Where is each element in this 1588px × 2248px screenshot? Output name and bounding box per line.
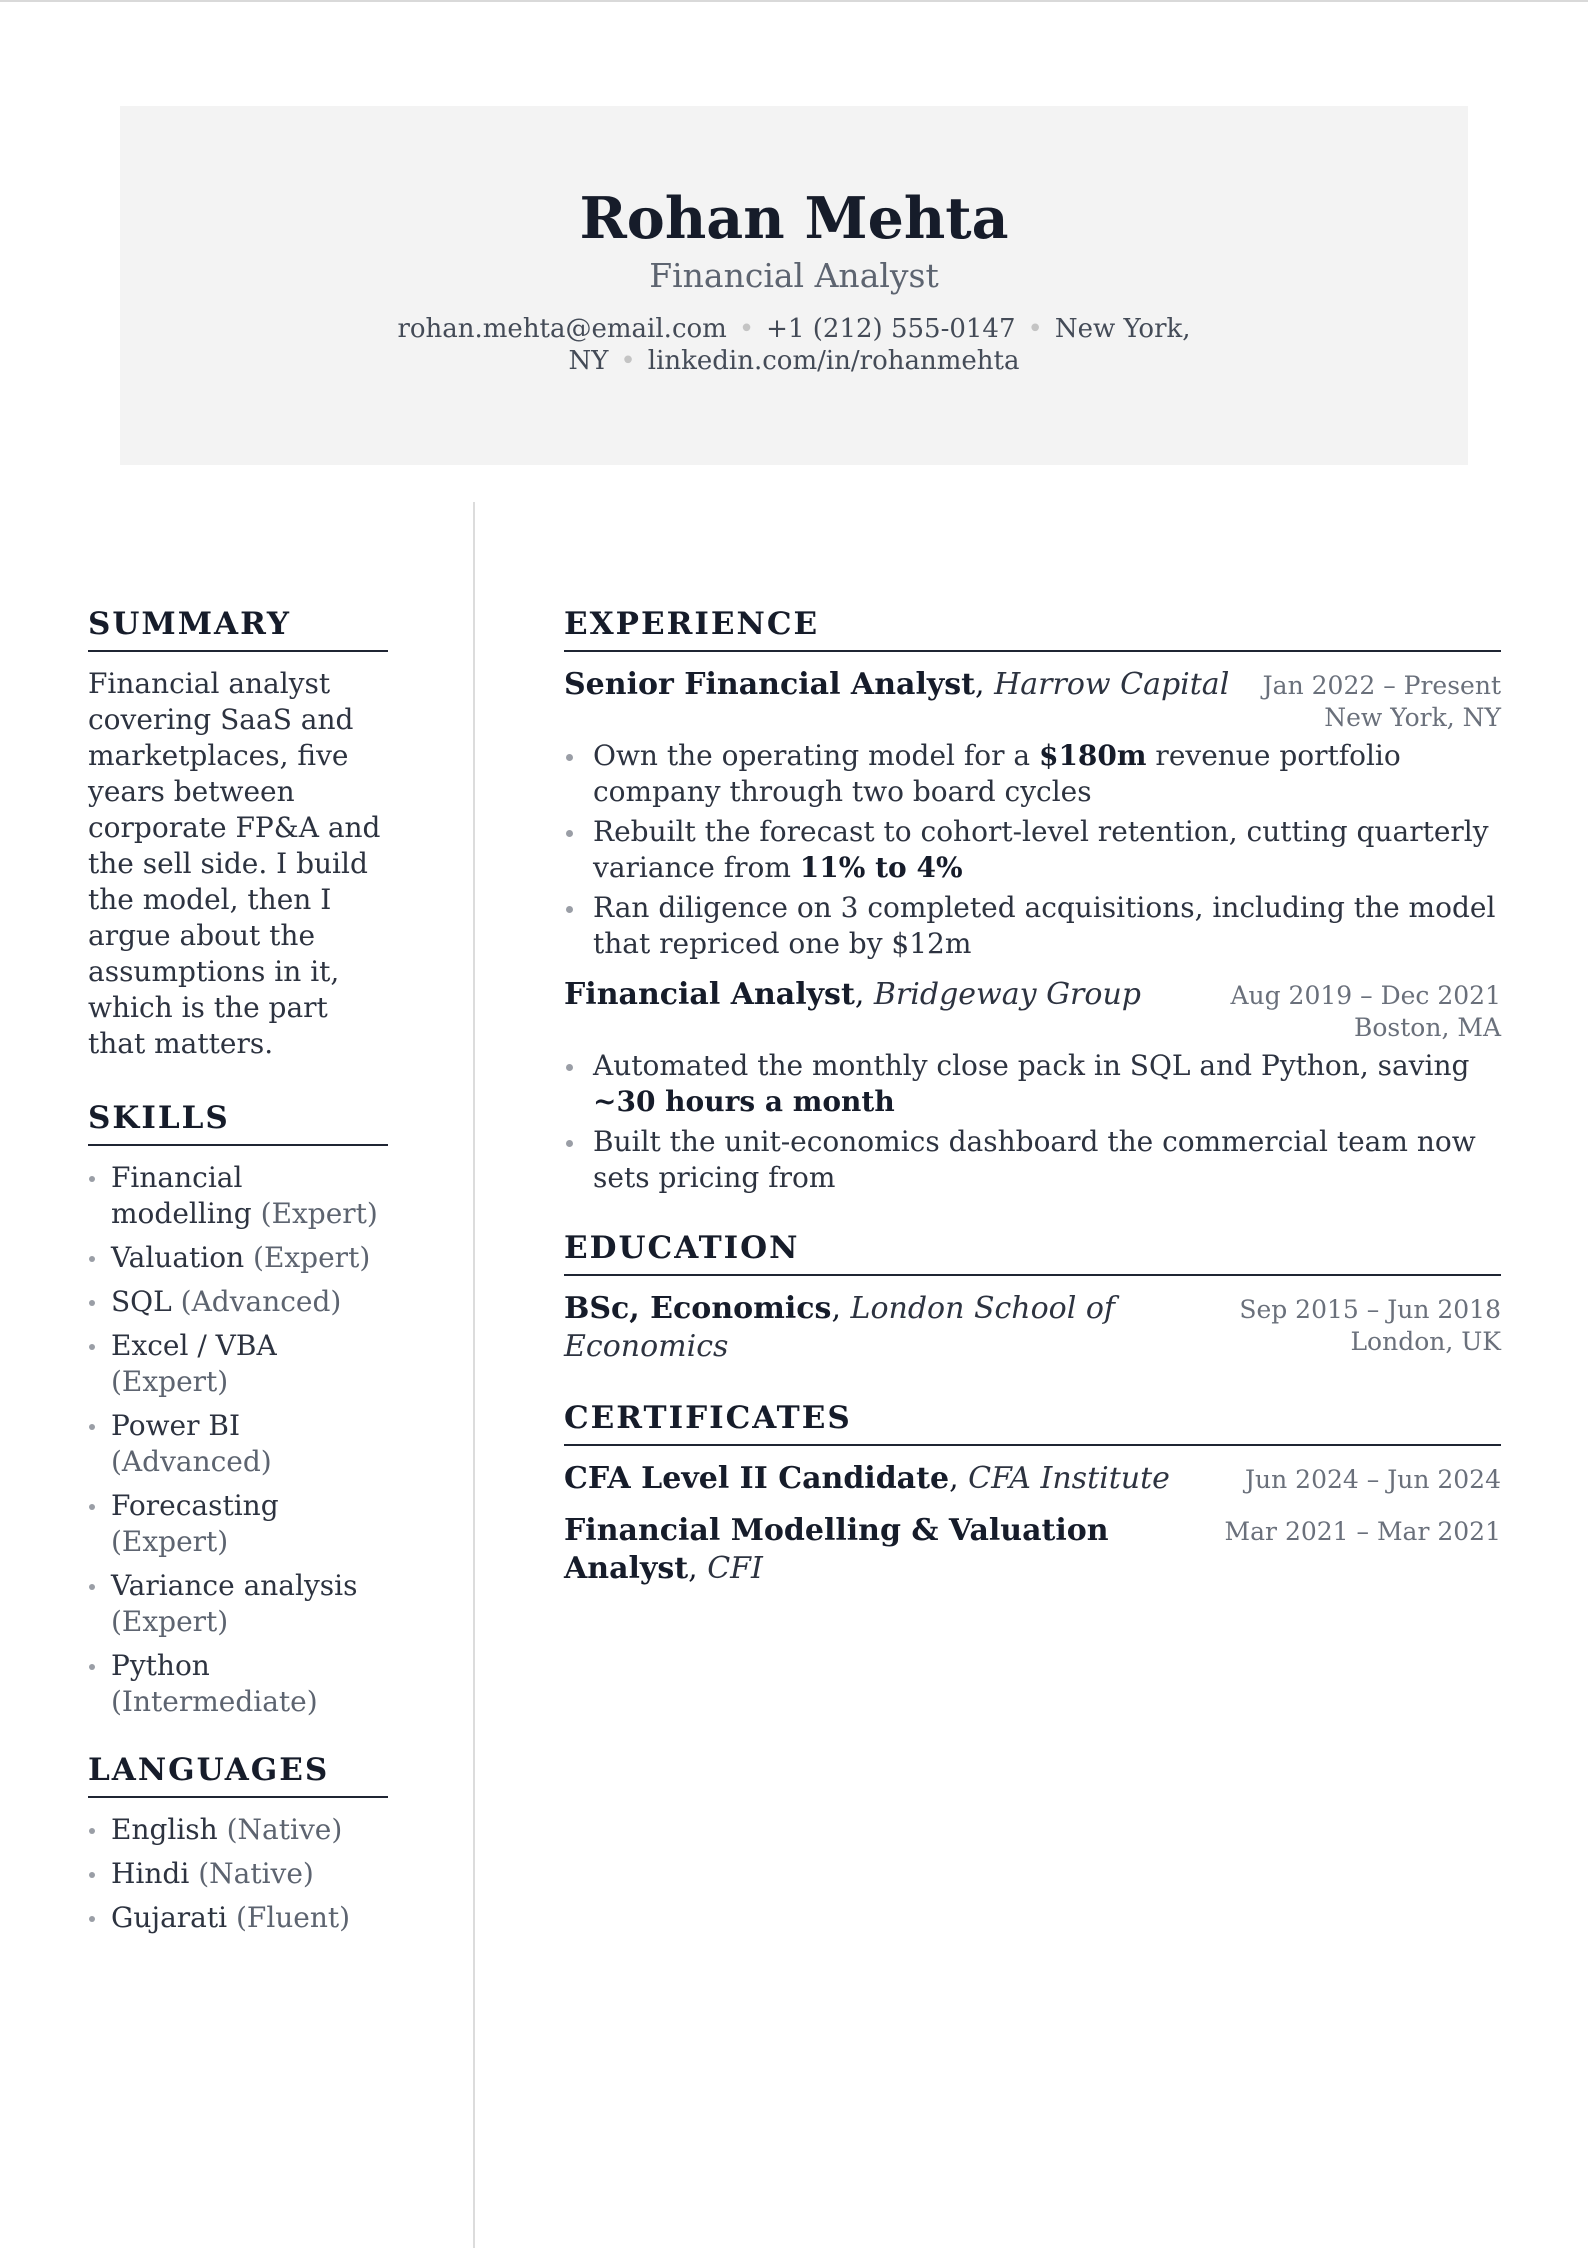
- contact-phone[interactable]: +1 (212) 555-0147: [766, 314, 1016, 344]
- certificate-title-line: CFA Level II Candidate, CFA Institute: [564, 1461, 1170, 1496]
- experience-section: [564, 602, 1501, 1196]
- language-item: [88, 1856, 388, 1892]
- skill-name: SQL: [111, 1285, 172, 1318]
- skill-item: [88, 1328, 388, 1400]
- contact-linkedin[interactable]: linkedin.com/in/rohanmehta: [647, 346, 1020, 376]
- experience-title: EXPERIENCE: [564, 602, 1501, 652]
- skill-item: [88, 1408, 388, 1480]
- job-entry: [564, 666, 1501, 962]
- skills-title: SKILLS: [88, 1096, 388, 1146]
- job-bullet: Own the operating model for a $180m revenue portfolio company through two board cycles: [564, 738, 1501, 810]
- skill-item: [88, 1160, 388, 1232]
- job-title-line: Financial Analyst, Bridgeway Group: [564, 977, 1141, 1012]
- summary-section: [88, 602, 388, 1062]
- certificate-issuer: CFA Institute: [968, 1461, 1170, 1496]
- languages-list: [88, 1812, 388, 1936]
- languages-section: [88, 1748, 388, 1936]
- job-title-line: Senior Financial Analyst, Harrow Capital: [564, 667, 1230, 702]
- education-dates: Sep 2015 – Jun 2018: [1239, 1295, 1501, 1324]
- certificate-name: CFA Level II Candidate: [564, 1461, 950, 1496]
- job-location: New York, NY: [1324, 703, 1501, 732]
- job-meta: [1263, 666, 1501, 734]
- skill-name: Valuation: [111, 1241, 245, 1274]
- job-dates: Aug 2019 – Dec 2021: [1230, 981, 1501, 1010]
- certificate-header: [564, 1460, 1501, 1498]
- skill-level: (Expert): [253, 1241, 371, 1274]
- certificate-name: Financial Modelling & Valuation Analyst: [564, 1513, 1109, 1586]
- skill-level: (Expert): [111, 1365, 229, 1398]
- education-meta: [1239, 1290, 1501, 1358]
- skill-name: Power BI: [111, 1409, 241, 1442]
- skill-item: [88, 1240, 388, 1276]
- education-school: London School of Economics: [564, 1291, 1116, 1364]
- certificate-issuer: CFI: [707, 1551, 763, 1586]
- job-bullet: Ran diligence on 3 completed acquisitions, including the model that repriced one by $12m: [564, 890, 1501, 962]
- education-location: London, UK: [1350, 1327, 1501, 1356]
- skill-item: [88, 1488, 388, 1560]
- left-column: [88, 602, 388, 1964]
- job-meta: [1230, 976, 1501, 1044]
- summary-title: SUMMARY: [88, 602, 388, 652]
- skills-section: [88, 1096, 388, 1720]
- skill-item: [88, 1284, 388, 1320]
- right-column: [564, 602, 1501, 1618]
- candidate-role: Financial Analyst: [649, 256, 939, 295]
- job-bullet: Automated the monthly close pack in SQL and Python, saving ~30 hours a month: [564, 1048, 1501, 1120]
- education-title-line: BSc, Economics, London School of Economics: [564, 1291, 1116, 1364]
- certificate-header: [564, 1512, 1501, 1588]
- skill-level: (Advanced): [111, 1445, 272, 1478]
- certificate-title-line: Financial Modelling & Valuation Analyst, CFI: [564, 1513, 1109, 1586]
- job-header: [564, 976, 1501, 1044]
- job-bullets: [564, 1048, 1501, 1196]
- languages-title: LANGUAGES: [88, 1748, 388, 1798]
- language-name: English: [111, 1813, 218, 1846]
- education-entry: [564, 1290, 1501, 1366]
- contact-line: [390, 313, 1198, 377]
- skill-name: Forecasting: [111, 1489, 279, 1522]
- skill-item: [88, 1568, 388, 1640]
- resume-header: [120, 106, 1468, 465]
- skill-name: Python: [111, 1649, 210, 1682]
- language-name: Gujarati: [111, 1901, 228, 1934]
- skill-level: (Expert): [111, 1605, 229, 1638]
- skill-name: Excel / VBA: [111, 1329, 277, 1362]
- separator-dot: •: [620, 346, 636, 376]
- education-title: EDUCATION: [564, 1226, 1501, 1276]
- job-bullets: [564, 738, 1501, 962]
- skills-list: [88, 1160, 388, 1720]
- skill-level: (Advanced): [180, 1285, 342, 1318]
- education-section: [564, 1226, 1501, 1366]
- top-rule: [0, 0, 1588, 2]
- certificate-entry: [564, 1512, 1501, 1588]
- language-item: [88, 1900, 388, 1936]
- language-level: (Native): [226, 1813, 343, 1846]
- language-name: Hindi: [111, 1857, 190, 1890]
- certificates-title: CERTIFICATES: [564, 1396, 1501, 1446]
- job-role: Financial Analyst: [564, 977, 855, 1012]
- certificate-dates: Jun 2024 – Jun 2024: [1245, 1465, 1501, 1494]
- skill-name: Financial modelling: [111, 1161, 252, 1230]
- skill-level: (Expert): [260, 1197, 378, 1230]
- skill-name: Variance analysis: [111, 1569, 358, 1602]
- skill-level: (Expert): [111, 1525, 229, 1558]
- separator-dot: •: [1027, 314, 1043, 344]
- job-location: Boston, MA: [1354, 1013, 1501, 1042]
- job-company: Bridgeway Group: [873, 977, 1141, 1012]
- job-header: [564, 666, 1501, 734]
- language-level: (Fluent): [235, 1901, 351, 1934]
- separator-dot: •: [738, 314, 755, 344]
- candidate-name: Rohan Mehta: [579, 185, 1009, 252]
- language-level: (Native): [198, 1857, 314, 1890]
- certificate-entry: [564, 1460, 1501, 1498]
- column-divider: [473, 502, 475, 2248]
- job-bullet: Rebuilt the forecast to cohort-level retention, cutting quarterly variance from 11% to 4%: [564, 814, 1501, 886]
- contact-location: New York, NY: [568, 314, 1191, 376]
- certificates-section: [564, 1396, 1501, 1588]
- job-entry: [564, 976, 1501, 1196]
- job-dates: Jan 2022 – Present: [1262, 671, 1501, 700]
- job-company: Harrow Capital: [994, 667, 1230, 702]
- certificate-dates: Mar 2021 – Mar 2021: [1224, 1517, 1501, 1546]
- summary-text: Financial analyst covering SaaS and marketplaces, five years between corporate FP&A and the sell side. I build the model, then I argue about the assumptions in it, which is the part that matters.: [88, 667, 381, 1060]
- education-header: [564, 1290, 1501, 1366]
- job-bullet: Built the unit-economics dashboard the commercial team now sets pricing from: [564, 1124, 1501, 1196]
- language-item: [88, 1812, 388, 1848]
- skill-level: (Intermediate): [111, 1685, 318, 1718]
- education-degree: BSc, Economics: [564, 1291, 832, 1326]
- skill-item: [88, 1648, 388, 1720]
- job-role: Senior Financial Analyst: [564, 667, 976, 702]
- contact-email[interactable]: rohan.mehta@email.com: [397, 314, 727, 344]
